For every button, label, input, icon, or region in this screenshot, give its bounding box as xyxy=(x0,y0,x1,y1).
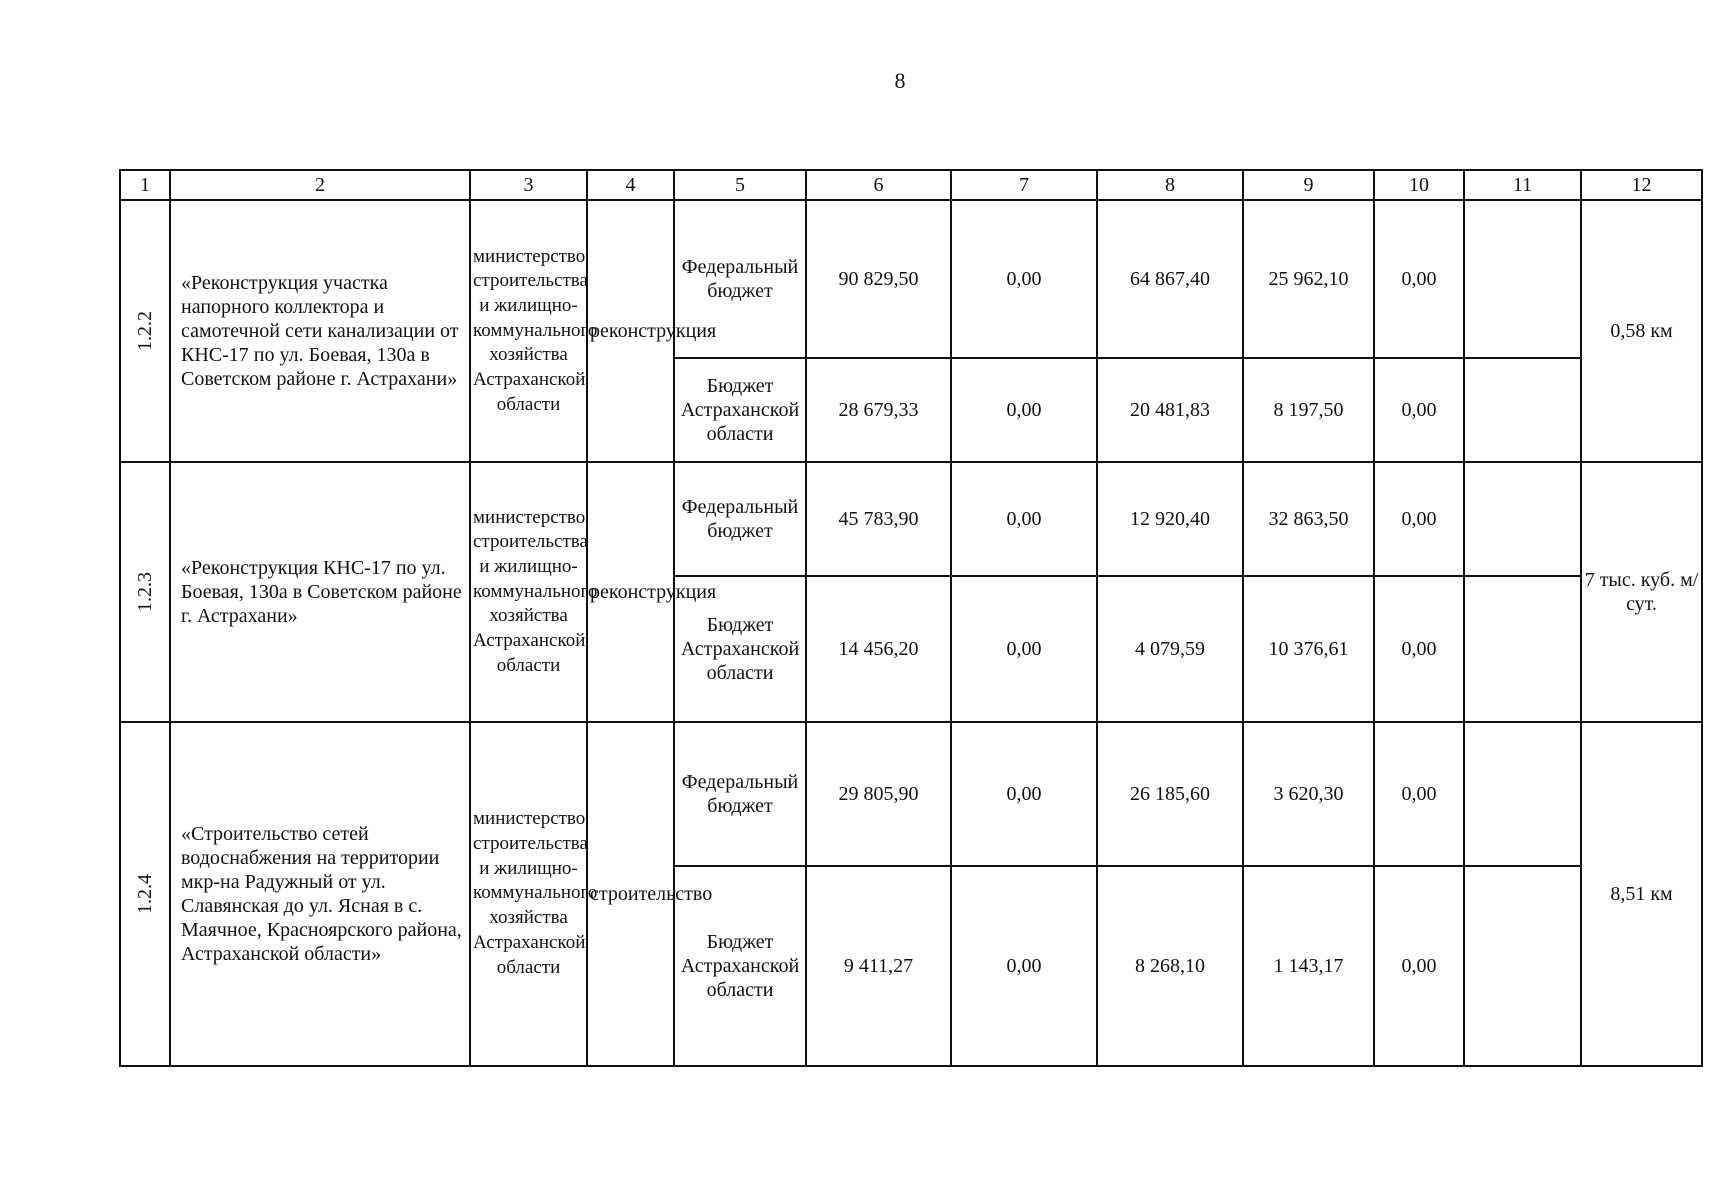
value-cell: 0,00 xyxy=(951,462,1097,576)
value-cell: 0,00 xyxy=(951,722,1097,866)
work-type: реконструкция xyxy=(587,200,674,462)
value-cell: 29 805,90 xyxy=(806,722,951,866)
funding-source: Федеральный бюджет xyxy=(674,722,806,866)
value-cell: 12 920,40 xyxy=(1097,462,1243,576)
row-number: 1.2.4 xyxy=(134,873,156,914)
work-type: строительство xyxy=(587,722,674,1066)
column-header: 12 xyxy=(1581,170,1702,200)
value-cell: 20 481,83 xyxy=(1097,358,1243,462)
value-cell: 14 456,20 xyxy=(806,576,951,721)
value-cell: 0,00 xyxy=(1374,462,1464,576)
capacity-cell: 8,51 км xyxy=(1581,722,1702,1066)
value-cell xyxy=(1464,200,1581,358)
column-header: 1 xyxy=(120,170,170,200)
funding-source: Бюджет Астраханской области xyxy=(674,576,806,721)
row-number-cell xyxy=(120,200,170,462)
column-header: 11 xyxy=(1464,170,1581,200)
table-row xyxy=(120,722,1702,866)
value-cell: 10 376,61 xyxy=(1243,576,1374,721)
value-cell: 0,00 xyxy=(1374,722,1464,866)
work-type: реконструкция xyxy=(587,462,674,721)
column-header: 10 xyxy=(1374,170,1464,200)
funding-source: Федеральный бюджет xyxy=(674,462,806,576)
responsible-executor: министерство строительства и жилищно-коммунального хозяйства Астраханской области xyxy=(470,462,587,721)
value-cell: 0,00 xyxy=(1374,576,1464,721)
column-header: 3 xyxy=(470,170,587,200)
row-number: 1.2.2 xyxy=(134,311,156,352)
value-cell: 0,00 xyxy=(1374,358,1464,462)
value-cell: 0,00 xyxy=(951,866,1097,1066)
value-cell: 0,00 xyxy=(1374,200,1464,358)
value-cell: 32 863,50 xyxy=(1243,462,1374,576)
value-cell: 26 185,60 xyxy=(1097,722,1243,866)
value-cell xyxy=(1464,866,1581,1066)
value-cell: 64 867,40 xyxy=(1097,200,1243,358)
capacity-cell: 0,58 км xyxy=(1581,200,1702,462)
value-cell: 8 268,10 xyxy=(1097,866,1243,1066)
value-cell: 45 783,90 xyxy=(806,462,951,576)
value-cell xyxy=(1464,576,1581,721)
value-cell: 3 620,30 xyxy=(1243,722,1374,866)
project-title: «Реконструкция участка напорного коллектора и самотечной сети канализации от КНС-17 по ул. Боевая, 130а в Советском районе г. Астрахани» xyxy=(170,200,470,462)
capacity-cell: 7 тыс. куб. м/сут. xyxy=(1581,462,1702,721)
column-header: 9 xyxy=(1243,170,1374,200)
project-title: «Реконструкция КНС-17 по ул. Боевая, 130а в Советском районе г. Астрахани» xyxy=(170,462,470,721)
column-header: 2 xyxy=(170,170,470,200)
column-header: 4 xyxy=(587,170,674,200)
responsible-executor: министерство строительства и жилищно-коммунального хозяйства Астраханской области xyxy=(470,722,587,1066)
row-number-cell xyxy=(120,462,170,721)
value-cell xyxy=(1464,722,1581,866)
table-row xyxy=(120,462,1702,576)
value-cell: 4 079,59 xyxy=(1097,576,1243,721)
column-header: 5 xyxy=(674,170,806,200)
value-cell xyxy=(1464,358,1581,462)
table-row xyxy=(120,200,1702,358)
value-cell: 9 411,27 xyxy=(806,866,951,1066)
page-number: 8 xyxy=(894,68,906,93)
column-header: 7 xyxy=(951,170,1097,200)
column-header: 8 xyxy=(1097,170,1243,200)
project-title: «Строительство сетей водоснабжения на территории мкр-на Радужный от ул. Славянская до ул. Ясная в с. Маячное, Красноярского района, Астраханской области» xyxy=(170,722,470,1066)
column-number-row xyxy=(120,170,1702,200)
row-number-cell xyxy=(120,722,170,1066)
row-number: 1.2.3 xyxy=(134,571,156,612)
value-cell xyxy=(1464,462,1581,576)
value-cell: 0,00 xyxy=(951,576,1097,721)
value-cell: 25 962,10 xyxy=(1243,200,1374,358)
value-cell: 28 679,33 xyxy=(806,358,951,462)
value-cell: 1 143,17 xyxy=(1243,866,1374,1066)
funding-source: Федеральный бюджет xyxy=(674,200,806,358)
funding-source: Бюджет Астраханской области xyxy=(674,866,806,1066)
value-cell: 0,00 xyxy=(1374,866,1464,1066)
value-cell: 0,00 xyxy=(951,200,1097,358)
value-cell: 0,00 xyxy=(951,358,1097,462)
column-header: 6 xyxy=(806,170,951,200)
funding-source: Бюджет Астраханской области xyxy=(674,358,806,462)
budget-table xyxy=(119,169,1703,1067)
value-cell: 90 829,50 xyxy=(806,200,951,358)
value-cell: 8 197,50 xyxy=(1243,358,1374,462)
responsible-executor: министерство строительства и жилищно-коммунального хозяйства Астраханской области xyxy=(470,200,587,462)
